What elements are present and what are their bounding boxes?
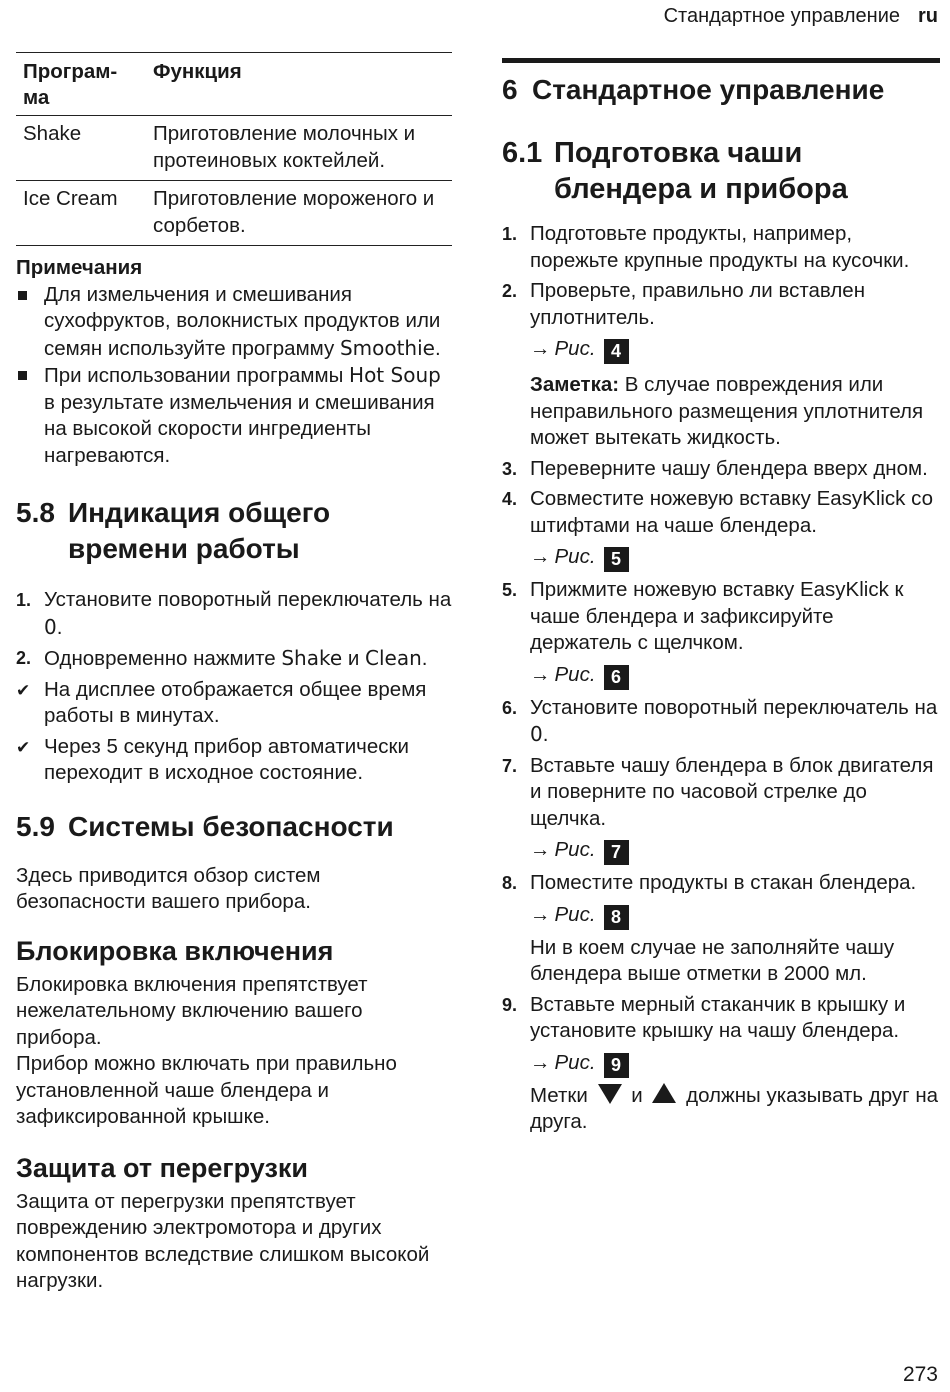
section-number: 5.8 (16, 497, 55, 528)
list-item (502, 870, 940, 988)
table-header-program: Програм- ма (23, 60, 118, 109)
list-item (502, 278, 940, 452)
marks-text-start: Метки (530, 1083, 588, 1107)
figure-number-badge: 8 (604, 905, 629, 930)
step-text: Подготовьте продукты, например, порежьте крупные продукты на кусочки. (530, 222, 910, 272)
arrow-right-icon: → (530, 662, 551, 686)
subheading-lock: Блокировка включения (16, 935, 334, 966)
figure-number-badge: 7 (604, 840, 629, 865)
step-number: 1. (16, 590, 32, 610)
step-text: Прижмите ножевую вставку EasyKlick к чаше блендера и зафиксируйте держатель с щелчком. (530, 578, 904, 654)
chapter-heading-6 (502, 73, 940, 107)
section-title: Подготовка чаши блендера и прибора (554, 137, 848, 205)
table-header-row (16, 53, 452, 116)
button-name: Shake (281, 646, 343, 670)
figure-label: Рис. (554, 1050, 596, 1074)
step-number: 2. (502, 281, 518, 301)
list-item (16, 734, 452, 787)
table-cell-program: Ice Cream (23, 187, 118, 210)
list-item (16, 587, 452, 641)
table-cell-program: Shake (23, 122, 82, 145)
figure-label: Рис. (554, 545, 596, 568)
step-text: Вставьте чашу блендера в блок двигателя и поверните по часовой стрелке до щелчка. (530, 753, 934, 830)
lock-paragraph-2: Прибор можно включать при правильно установленной чаше блендера и зафиксированной крышке. (16, 1052, 397, 1128)
step-text-mid: и (342, 647, 365, 670)
bullet-square-icon (18, 291, 27, 300)
list-item (16, 677, 452, 730)
arrow-right-icon: → (530, 902, 551, 926)
result-text: На дисплее отображается общее время работы в минутах. (44, 677, 427, 727)
chapter-number: 6 (502, 74, 518, 105)
step-number: 3. (502, 458, 518, 479)
step-text: Установите поворотный переключатель на (530, 695, 938, 719)
checkmark-icon: ✔ (16, 680, 31, 700)
checkmark-icon: ✔ (16, 737, 31, 757)
list-item (502, 456, 940, 483)
figure-label: Рис. (554, 662, 596, 686)
step-text-end: . (421, 647, 428, 670)
step-text-end: . (56, 615, 63, 639)
list-item (16, 645, 452, 673)
arrow-right-icon: → (530, 838, 551, 861)
marks-text-end: должны указывать друг на друга. (530, 1083, 939, 1133)
step-number: 6. (502, 697, 518, 718)
table-header-function: Функция (153, 60, 242, 83)
note-text-end: в результате измельчения и смешивания на высокой скорости ингредиенты нагреваются. (44, 390, 435, 467)
marks-text (530, 1083, 940, 1136)
note-text: При использовании программы (44, 364, 350, 387)
step-number: 4. (502, 489, 518, 509)
arrow-right-icon: → (530, 337, 551, 360)
step-text: Переверните чашу блендера вверх дном. (530, 456, 928, 480)
section-heading-6-1 (502, 135, 940, 207)
step-number: 5. (502, 580, 518, 600)
step-number: 9. (502, 994, 518, 1015)
figure-number-badge: 6 (604, 665, 629, 690)
notes-list (16, 282, 452, 470)
step-number: 2. (16, 648, 32, 668)
program-table (16, 52, 452, 246)
warning-text: Ни в коем случае не заполняйте чашу блендера выше отметки в 2000 мл. (530, 935, 895, 985)
right-column (502, 58, 940, 1140)
step-number: 1. (502, 224, 518, 244)
switch-position: 0 (530, 722, 543, 746)
figure-reference (530, 902, 940, 930)
steps-list-6-1 (502, 221, 940, 1136)
figure-number-badge: 9 (604, 1053, 629, 1078)
note-text: Для измельчения и смешивания сухофруктов, волокнистых продуктов или семян используйте программу (44, 282, 441, 360)
step-text: Поместите продукты в стакан блендера. (530, 871, 917, 894)
table-row (16, 116, 452, 181)
arrow-right-icon: → (530, 1050, 551, 1074)
bullet-square-icon (18, 371, 27, 380)
section-title: Индикация общего времени работы (68, 497, 331, 564)
running-header-title: Стандартное управление (663, 5, 900, 27)
left-column (16, 52, 452, 1295)
figure-reference (530, 1050, 940, 1078)
step-number: 8. (502, 873, 518, 893)
list-item (502, 221, 940, 274)
figure-label: Рис. (554, 337, 596, 360)
arrow-right-icon: → (530, 545, 551, 568)
subheading-overload: Защита от перегрузки (16, 1152, 309, 1183)
step-text-end: . (542, 723, 549, 746)
table-row (16, 181, 452, 246)
section-title: Системы безопасности (68, 810, 394, 842)
marks-text-mid: и (631, 1083, 643, 1107)
step-text: Проверьте, правильно ли вставлен уплотнитель. (530, 279, 866, 329)
list-item (502, 992, 940, 1136)
table-cell-function: Приготовление молочных и протеиновых коктейлей. (153, 122, 416, 172)
figure-label: Рис. (554, 902, 596, 926)
section-heading-5-9 (16, 809, 452, 845)
figure-reference (530, 662, 940, 690)
running-header (664, 4, 938, 28)
triangle-up-icon (652, 1083, 676, 1103)
figure-label: Рис. (554, 838, 596, 861)
figure-number-badge: 4 (604, 339, 629, 364)
page-number: 273 (902, 1362, 938, 1386)
safety-intro: Здесь приводится обзор систем безопасности вашего прибора. (16, 863, 321, 913)
overload-paragraph: Защита от перегрузки препятствует повреждению электромотора и других компонентов вследствие слишком высокой нагрузки. (16, 1189, 430, 1292)
list-item (502, 577, 940, 690)
switch-position: 0 (44, 614, 57, 639)
step-text: Установите поворотный переключатель на (44, 588, 452, 611)
figure-number-badge: 5 (604, 547, 629, 572)
button-name: Clean (365, 646, 422, 670)
language-code: ru (918, 5, 938, 27)
notes-title: Примечания (16, 256, 143, 279)
note-block (530, 372, 940, 452)
note-text: В случае повреждения или неправильного размещения уплотнителя может вытекать жидкость. (530, 373, 924, 449)
note-label: Заметка: (530, 373, 620, 396)
chapter-title: Стандартное управление (532, 74, 885, 105)
step-text: Вставьте мерный стаканчик в крышку и установите крышку на чашу блендера. (530, 992, 906, 1042)
figure-reference (530, 336, 940, 364)
figure-reference (530, 544, 940, 572)
section-heading-5-8 (16, 495, 452, 567)
lock-paragraph-1: Блокировка включения препятствует нежелательному включению вашего прибора. (16, 972, 368, 1049)
step-text: Одновременно нажмите (44, 647, 282, 670)
result-text: Через 5 секунд прибор автоматически переходит в исходное состояние. (44, 734, 409, 784)
steps-list-5-8 (16, 587, 452, 787)
list-item (502, 695, 940, 749)
step-number: 7. (502, 755, 518, 776)
list-item (502, 753, 940, 866)
step-text: Совместите ножевую вставку EasyKlick со штифтами на чаше блендера. (530, 487, 934, 537)
figure-reference (530, 837, 940, 865)
note-text-end: . (434, 336, 441, 360)
section-number: 5.9 (16, 810, 55, 842)
triangle-down-icon (598, 1084, 622, 1104)
program-name: Smoothie (339, 335, 435, 360)
table-cell-function: Приготовление мороженого и сорбетов. (153, 187, 435, 237)
list-item (16, 362, 452, 469)
program-name: Hot Soup (349, 363, 441, 387)
list-item (16, 282, 452, 363)
section-number: 6.1 (502, 137, 543, 169)
chapter-rule (502, 58, 940, 63)
list-item (502, 486, 940, 572)
